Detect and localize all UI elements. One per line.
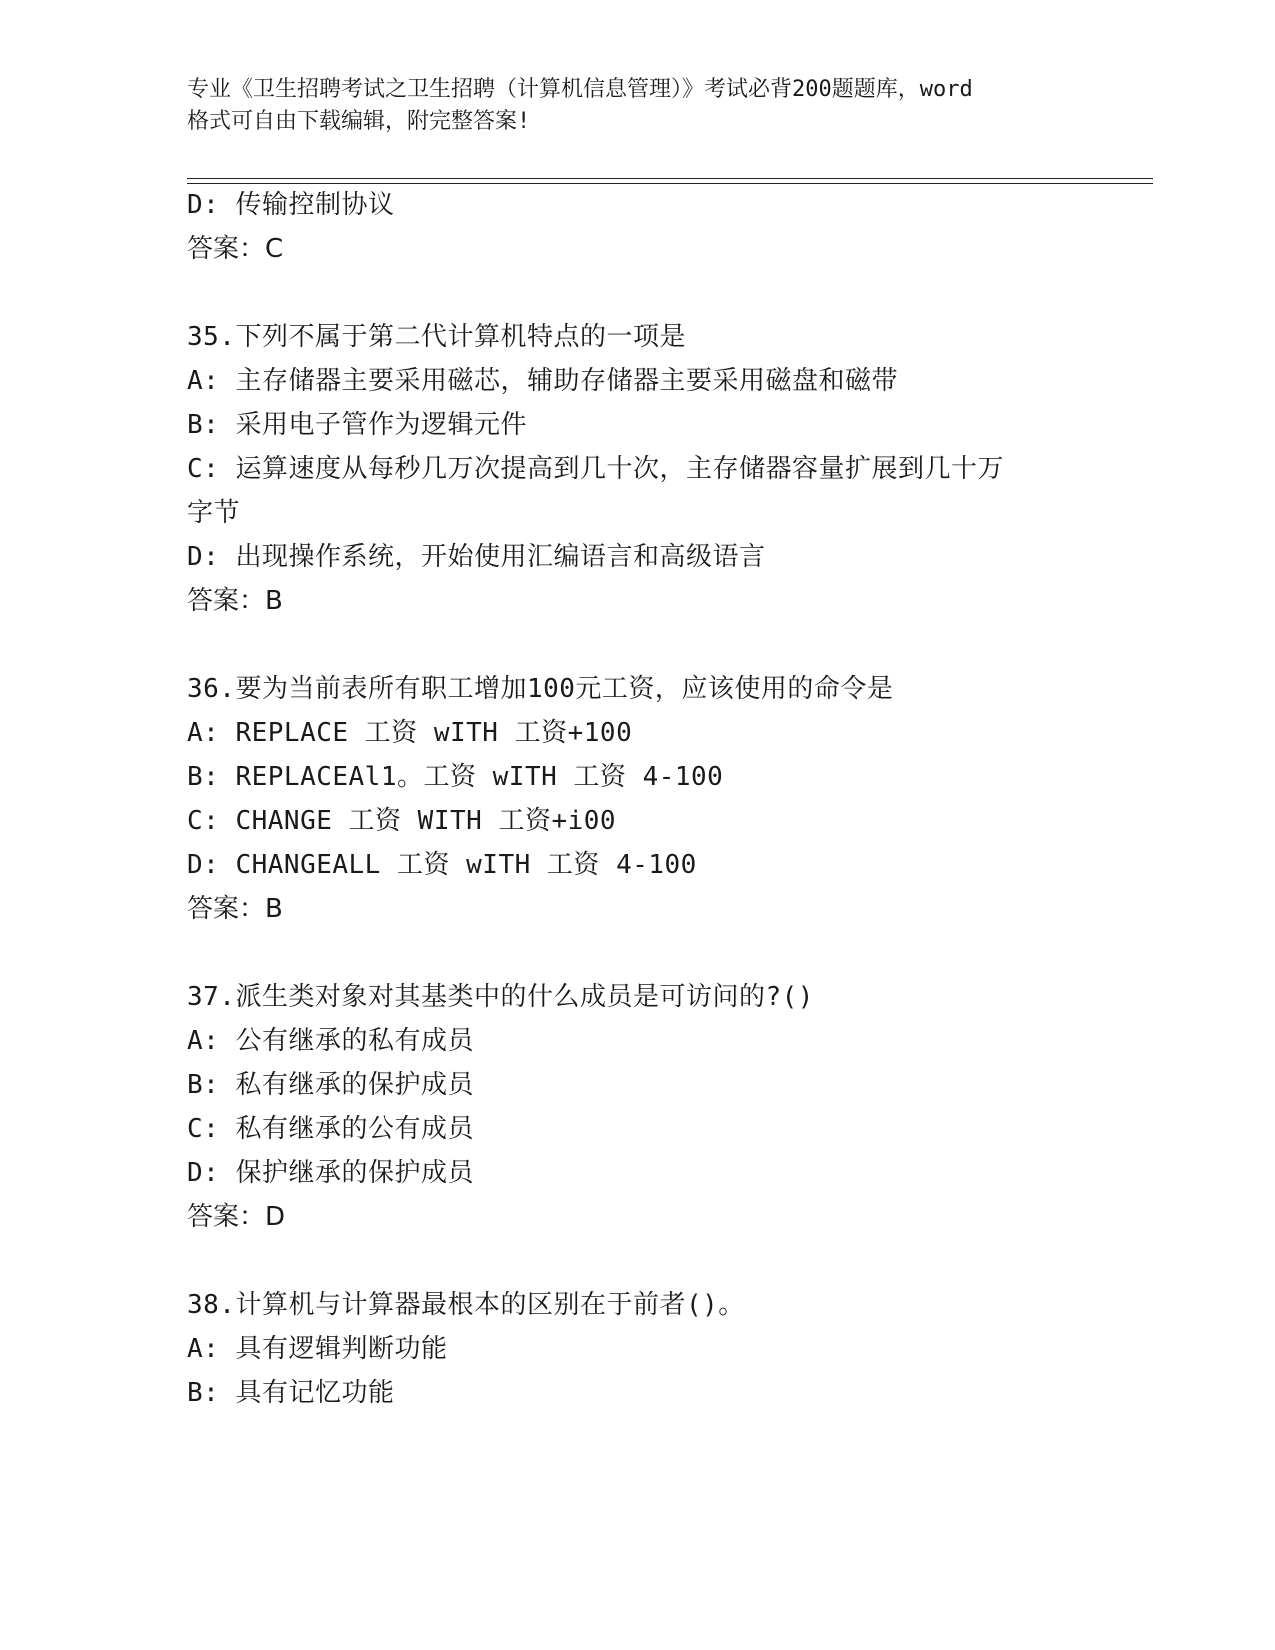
question-35-option-d: D: 出现操作系统，开始使用汇编语言和高级语言	[187, 542, 766, 572]
question-37-option-c: C: 私有继承的公有成员	[187, 1114, 474, 1144]
question-36-option-d: D: CHANGEALL 工资 wITH 工资 4-100	[187, 850, 697, 880]
question-35-answer: 答案：B	[187, 586, 283, 616]
question-35-option-c: C: 运算速度从每秒几万次提高到几十次，主存储器容量扩展到几十万	[187, 454, 1004, 484]
header-line-2: 格式可自由下载编辑，附完整答案!	[187, 109, 531, 134]
question-35-option-c-continued: 字节	[187, 498, 241, 528]
question-38-option-b: B: 具有记忆功能	[187, 1378, 395, 1408]
question-36-option-b: B: REPLACEAl1。工资 wITH 工资 4-100	[187, 762, 724, 792]
question-36-answer: 答案：B	[187, 894, 283, 924]
question-35: 35.下列不属于第二代计算机特点的一项是	[187, 322, 686, 352]
question-36-option-a: A: REPLACE 工资 wITH 工资+100	[187, 718, 633, 748]
question-37-answer: 答案：D	[187, 1202, 286, 1232]
question-36-option-c: C: CHANGE 工资 WITH 工资+i00	[187, 806, 617, 836]
header-rule-bottom	[187, 183, 1153, 184]
question-37-option-b: B: 私有继承的保护成员	[187, 1070, 474, 1100]
question-35-option-a: A: 主存储器主要采用磁芯，辅助存储器主要采用磁盘和磁带	[187, 366, 898, 396]
header-rule-top	[187, 178, 1153, 179]
question-38: 38.计算机与计算器最根本的区别在于前者()。	[187, 1290, 745, 1320]
option-d: D: 传输控制协议	[187, 190, 395, 220]
question-37: 37.派生类对象对其基类中的什么成员是可访问的?()	[187, 982, 814, 1012]
question-38-option-a: A: 具有逻辑判断功能	[187, 1334, 448, 1364]
question-35-option-b: B: 采用电子管作为逻辑元件	[187, 410, 527, 440]
document-header	[187, 74, 1087, 138]
question-36: 36.要为当前表所有职工增加100元工资，应该使用的命令是	[187, 674, 894, 704]
answer-line: 答案：C	[187, 234, 284, 264]
question-37-option-d: D: 保护继承的保护成员	[187, 1158, 474, 1188]
question-37-option-a: A: 公有继承的私有成员	[187, 1026, 474, 1056]
header-line-1: 专业《卫生招聘考试之卫生招聘（计算机信息管理）》考试必背200题题库，word	[187, 77, 973, 102]
